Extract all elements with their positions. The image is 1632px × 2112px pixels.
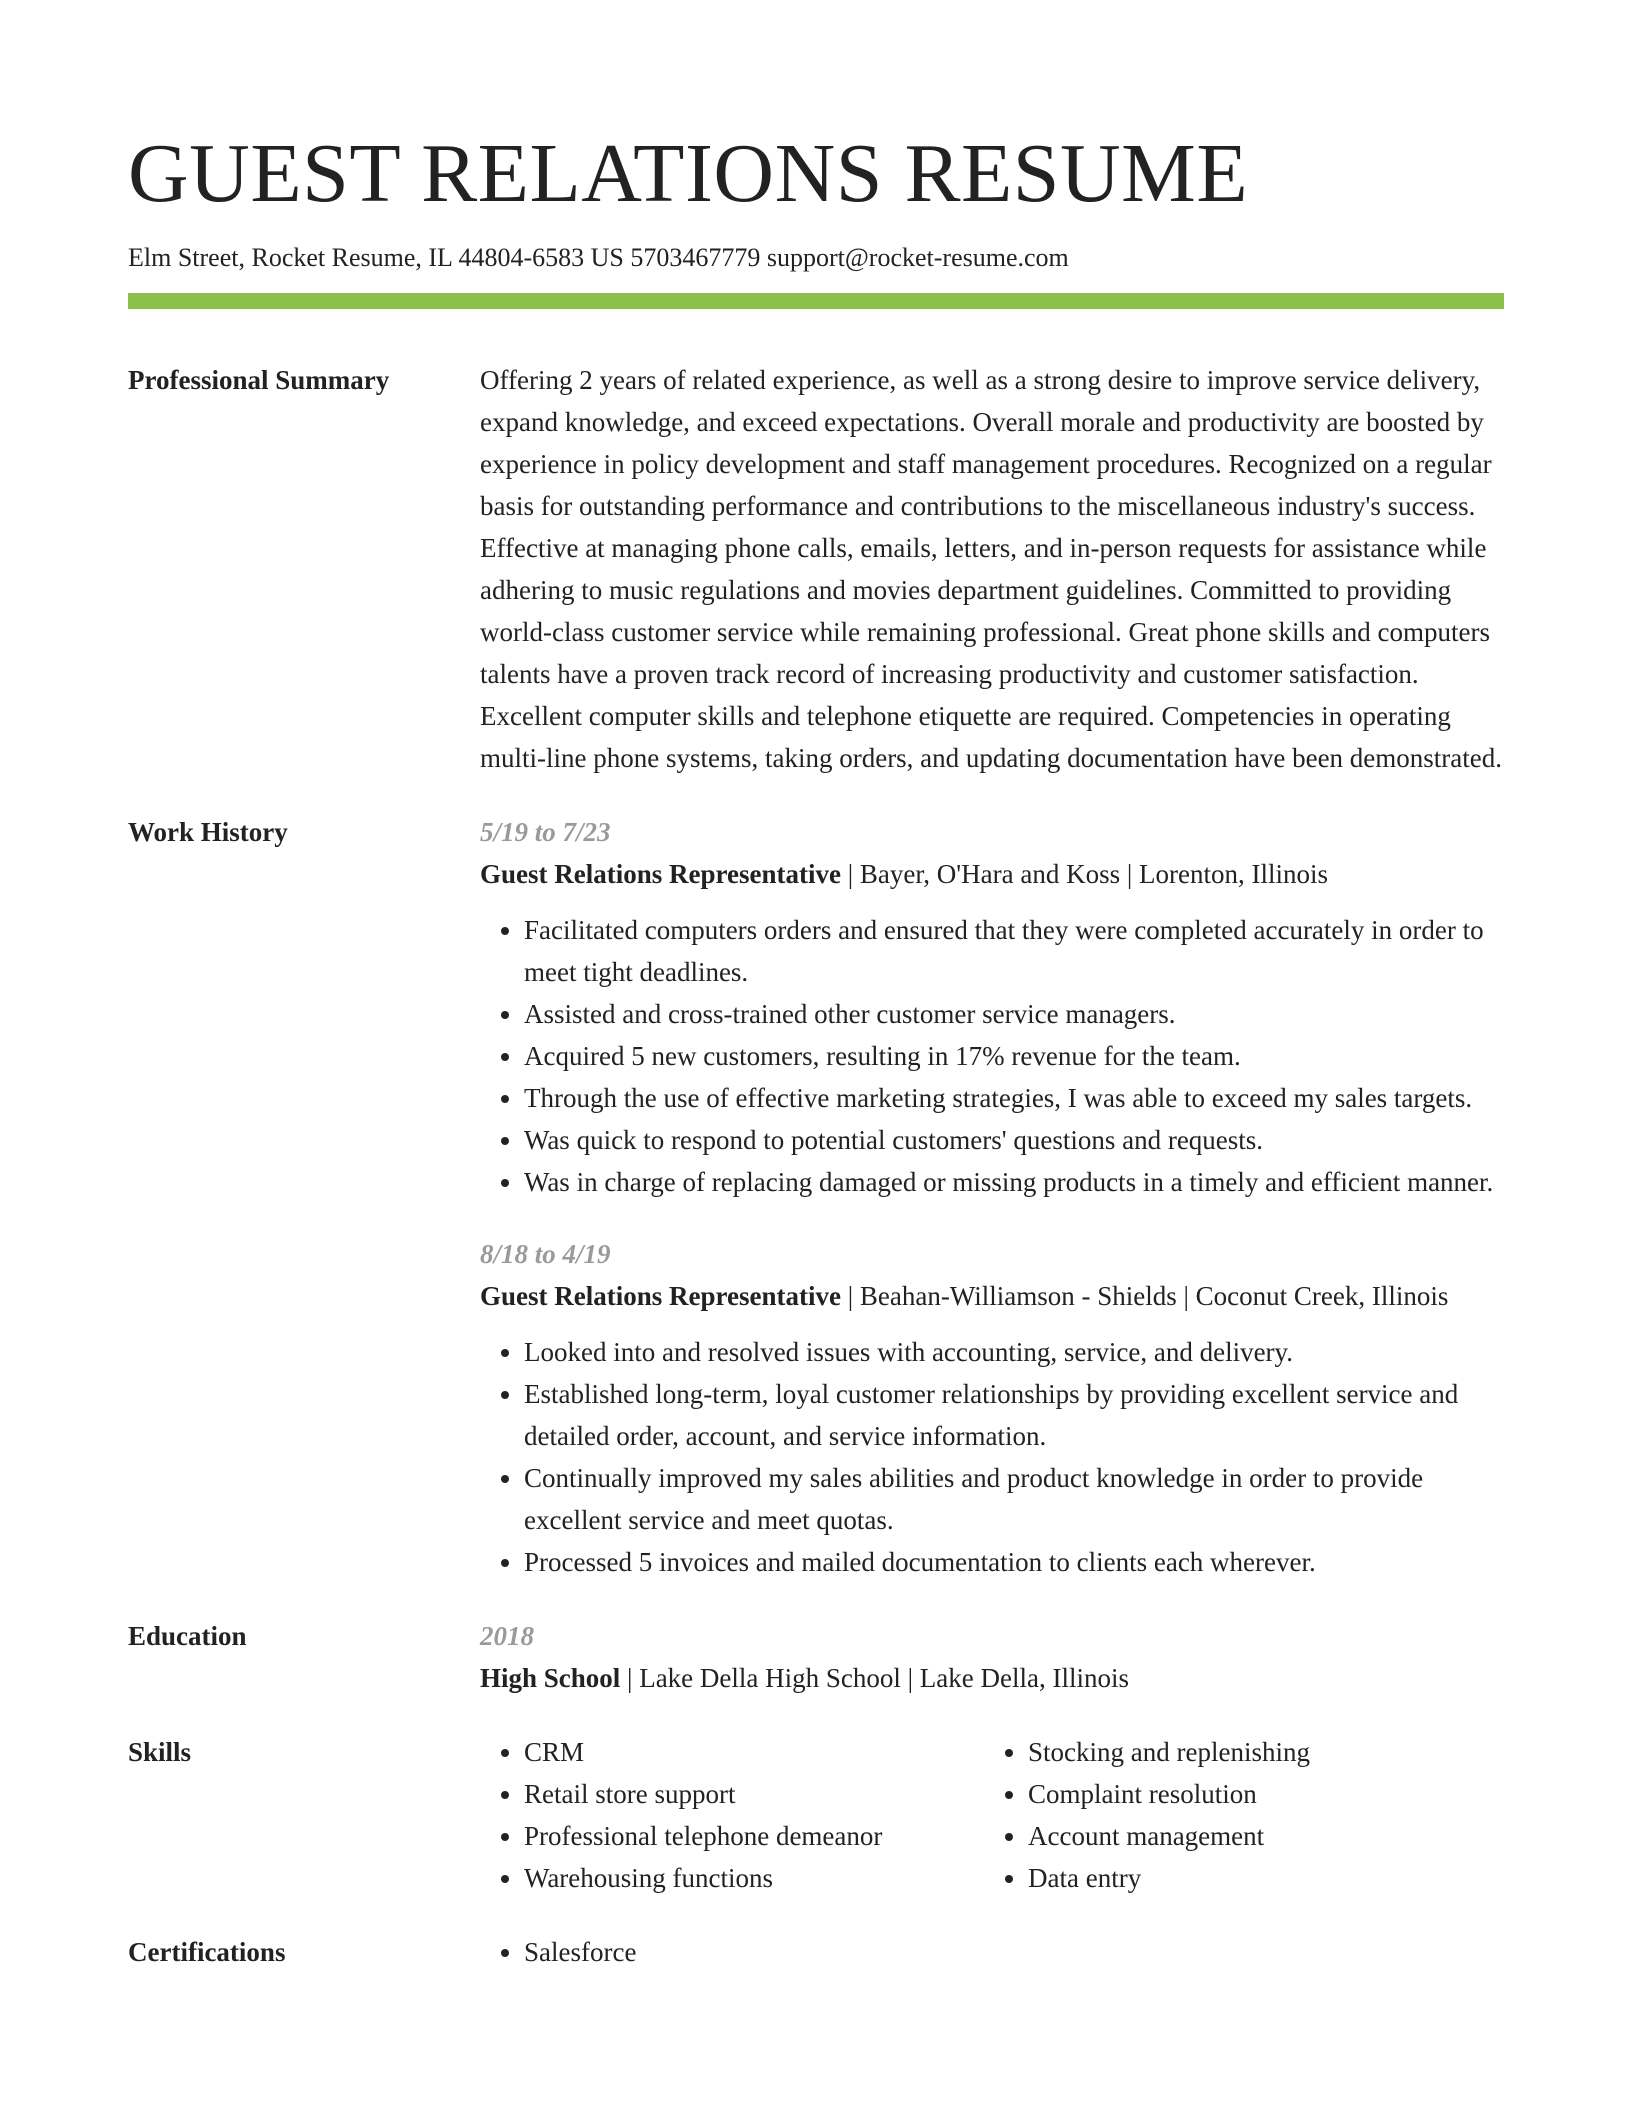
- education-year: 2018: [480, 1621, 534, 1652]
- education-details: | Lake Della High School | Lake Della, Illinois: [620, 1663, 1129, 1694]
- job-entry: [480, 1233, 1504, 1583]
- section-label-skills: Skills: [128, 1737, 192, 1768]
- section-label-work-history: Work History: [128, 817, 288, 848]
- list-item: • CRM: [524, 1731, 984, 1773]
- certifications-body: [480, 1931, 1504, 1973]
- work-history-section: [128, 811, 1504, 1583]
- list-item: • Processed 5 invoices and mailed documentation to clients each wherever.: [524, 1541, 1504, 1583]
- job-details: | Beahan-Williamson - Shields | Coconut Creek, Illinois: [840, 1281, 1449, 1312]
- job-bullets: [480, 909, 1504, 1203]
- summary-text: Offering 2 years of related experience, as well as a strong desire to improve service delivery, expand knowledge, and exceed expectations. Overall morale and productivity are boosted by experience in policy development and staff management procedures. Recognized on a regular basis for outstanding performance and contributions to the miscellaneous industry's success. Effective at managing phone calls, emails, letters, and in-person requests for assistance while adhering to music regulations and movies department guidelines. Committed to providing world-class customer service while remaining professional. Great phone skills and computers talents have a proven track record of increasing productivity and customer satisfaction. Excellent computer skills and telephone etiquette are required. Competencies in operating multi-line phone systems, taking orders, and updating documentation have been demonstrated.: [480, 365, 1503, 774]
- skills-column-1: [480, 1731, 984, 1899]
- header-divider: [128, 293, 1504, 309]
- job-details: | Bayer, O'Hara and Koss | Lorenton, Illinois: [840, 859, 1328, 890]
- section-label-education: Education: [128, 1621, 247, 1652]
- list-item: • Facilitated computers orders and ensured that they were completed accurately in order to meet tight deadlines.: [524, 909, 1504, 993]
- education-body: [480, 1615, 1504, 1699]
- list-item: • Looked into and resolved issues with accounting, service, and delivery.: [524, 1331, 1504, 1373]
- summary-section: [128, 359, 1504, 779]
- list-item: • Warehousing functions: [524, 1857, 984, 1899]
- certifications-section: [128, 1931, 1504, 1973]
- job-title: Guest Relations Representative: [480, 859, 841, 890]
- job-title: Guest Relations Representative: [480, 1281, 841, 1312]
- education-heading: [480, 1657, 1504, 1699]
- list-item: • Assisted and cross-trained other customer service managers.: [524, 993, 1504, 1035]
- job-dates: 5/19 to 7/23: [480, 817, 611, 848]
- list-item: • Professional telephone demeanor: [524, 1815, 984, 1857]
- list-item: • Acquired 5 new customers, resulting in 17% revenue for the team.: [524, 1035, 1504, 1077]
- list-item: • Stocking and replenishing: [1028, 1731, 1448, 1773]
- job-heading: [480, 853, 1504, 895]
- list-item: • Continually improved my sales abilities and product knowledge in order to provide excellent service and meet quotas.: [524, 1457, 1504, 1541]
- job-bullets: [480, 1331, 1504, 1583]
- job-dates: 8/18 to 4/19: [480, 1239, 611, 1270]
- list-item: • Was in charge of replacing damaged or missing products in a timely and efficient manner.: [524, 1161, 1504, 1203]
- resume-page: [128, 118, 1504, 1973]
- job-entry: [480, 811, 1504, 1203]
- list-item: • Retail store support: [524, 1773, 984, 1815]
- section-label-certifications: Certifications: [128, 1937, 286, 1968]
- list-item: • Salesforce: [524, 1931, 1504, 1973]
- job-heading: [480, 1275, 1504, 1317]
- education-degree: High School: [480, 1663, 621, 1694]
- list-item: • Established long-term, loyal customer relationships by providing excellent service and detailed order, account, and service information.: [524, 1373, 1504, 1457]
- skills-body: [480, 1731, 1504, 1899]
- section-label-summary: Professional Summary: [128, 365, 390, 396]
- list-item: • Complaint resolution: [1028, 1773, 1448, 1815]
- list-item: • Account management: [1028, 1815, 1448, 1857]
- certifications-list: [480, 1931, 1504, 1973]
- work-history-body: [480, 811, 1504, 1583]
- list-item: • Was quick to respond to potential customers' questions and requests.: [524, 1119, 1504, 1161]
- contact-line: Elm Street, Rocket Resume, IL 44804-6583 US 5703467779 support@rocket-resume.com: [128, 243, 1069, 272]
- skills-section: [128, 1731, 1504, 1899]
- education-section: [128, 1615, 1504, 1699]
- skills-column-2: [984, 1731, 1448, 1899]
- resume-title: GUEST RELATIONS RESUME: [128, 127, 1249, 220]
- list-item: • Through the use of effective marketing strategies, I was able to exceed my sales targets.: [524, 1077, 1504, 1119]
- list-item: • Data entry: [1028, 1857, 1448, 1899]
